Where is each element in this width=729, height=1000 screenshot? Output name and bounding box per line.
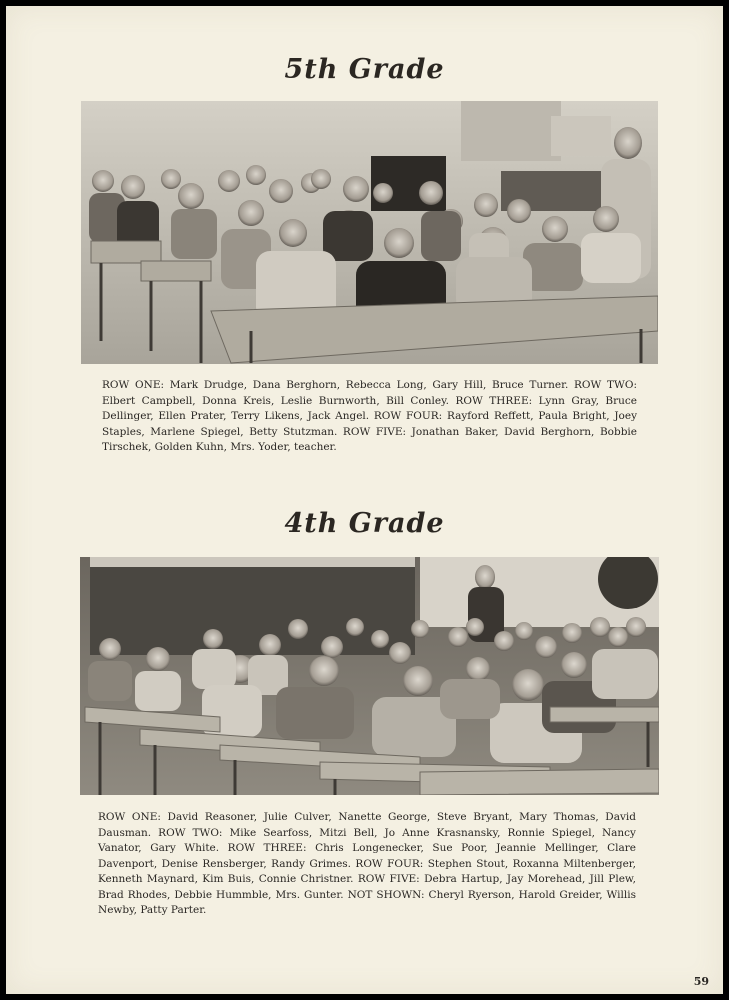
section-heading-5th-grade: 5th Grade bbox=[284, 54, 445, 85]
yearbook-page bbox=[6, 6, 723, 994]
caption-text: ROW ONE: David Reasoner, Julie Culver, Nanette George, Steve Bryant, Mary Thomas, David Dausman. ROW TWO: Mike Searfoss, Mitzi Bell, Jo Anne Krasnansky, Ronnie Spiegel, Nancy Vanator, Gary White. ROW THREE: Chris Longenecker, Sue Poor, Jeannie Mellinger, Clare Davenport, Denise Rensberger, Randy Grimes. ROW FOUR: Stephen Stout, Roxanna Miltenberger, Kenneth Maynard, Kim Buis, Connie Christner. ROW FIVE: Debra Hartup, Jay Morehead, Jill Plew, Brad Rhodes, Debbie Hummble, Mrs. Gunter. NOT SHOWN: Cheryl Ryerson, Harold Greider, Willis Newby, Patty Parter. bbox=[98, 811, 636, 916]
caption-text: ROW ONE: Mark Drudge, Dana Berghorn, Rebecca Long, Gary Hill, Bruce Turner. ROW TWO: Elbert Campbell, Donna Kreis, Leslie Burnworth, Bill Conley. ROW THREE: Lynn Gray, Bruce Dellinger, Ellen Prater, Terry Likens, Jack Angel. ROW FOUR: Rayford Reffett, Paula Bright, Joey Staples, Marlene Spiegel, Betty Stutzman. ROW FIVE: Jonathan Baker, David Berghorn, Bobbie Tirschek, Golden Kuhn, Mrs. Yoder, teacher. bbox=[102, 379, 637, 453]
class-photo-4th-grade bbox=[80, 557, 659, 795]
page-number: 59 bbox=[693, 975, 709, 988]
section-heading-4th-grade: 4th Grade bbox=[284, 508, 445, 539]
photo-caption-4th-grade bbox=[98, 810, 636, 919]
photo-caption-5th-grade bbox=[102, 378, 637, 456]
class-photo-5th-grade bbox=[81, 101, 658, 364]
